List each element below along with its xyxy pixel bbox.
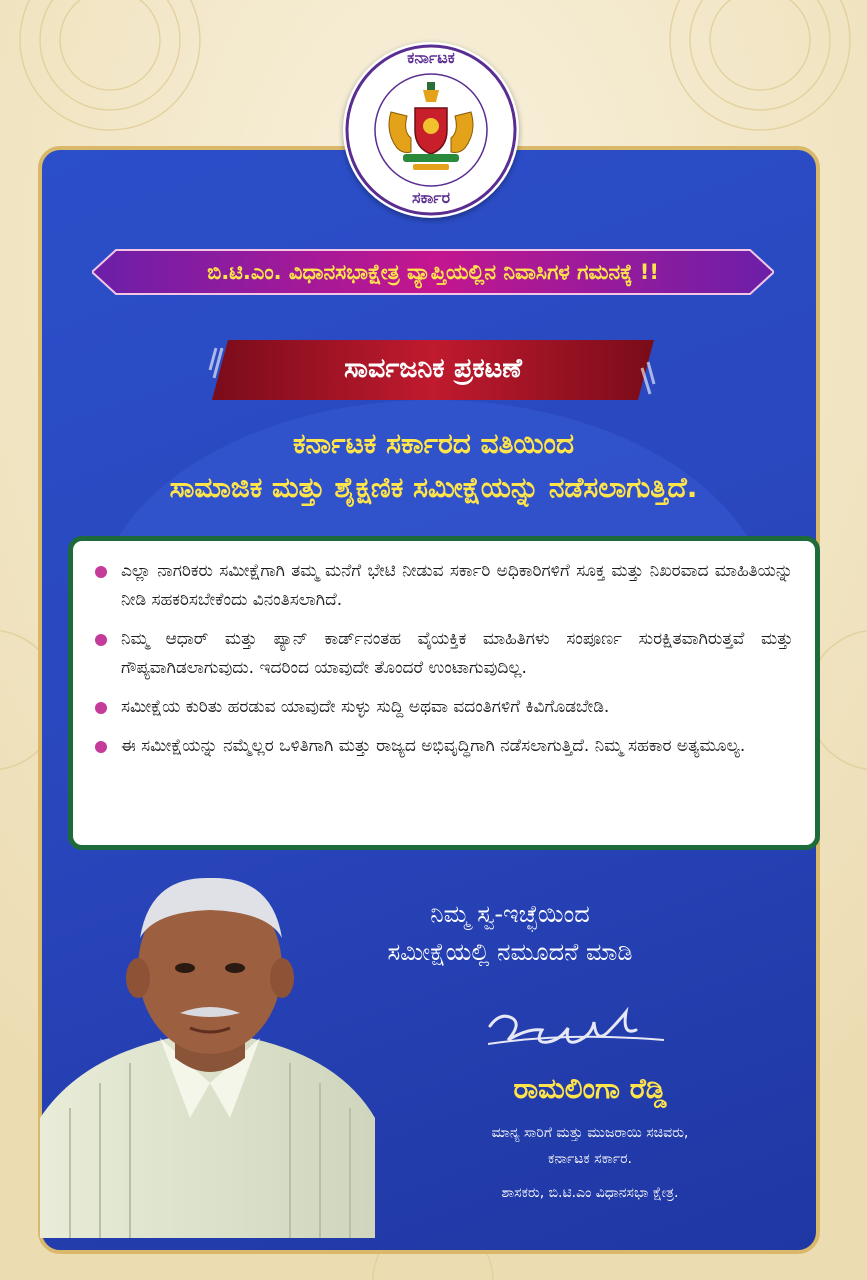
ribbon-text: ಸಾರ್ವಜನಿಕ ಪ್ರಕಟಣೆ <box>344 353 522 384</box>
appeal-text <box>330 895 690 971</box>
headline-line-1: ಕರ್ನಾಟಕ ಸರ್ಕಾರದ ವತಿಯಿಂದ <box>292 427 575 460</box>
signatory-name: ರಾಮಲಿಂಗಾ ರೆಡ್ಡಿ <box>513 1072 667 1105</box>
point-text: ನಿಮ್ಮ ಆಧಾರ್ ಮತ್ತು ಪ್ಯಾನ್ ಕಾರ್ಡ್‌ನಂತಹ ವೈಯಕ್ತಿಕ ಮಾಹಿತಿಗಳು ಸಂಪೂರ್ಣ ಸುರಕ್ಷಿತವಾಗಿರುತ್ತವೆ ಮತ್ತು ಗೌಪ್ಯವಾಗಿಡಲಾಗುವುದು. ಇದರಿಂದ ಯಾವುದೇ ತೊಂದರೆ ಉಂಟಾಗುವುದಿಲ್ಲ. <box>121 629 793 678</box>
signature-image <box>484 1004 674 1064</box>
list-item <box>91 732 793 761</box>
headline-line-2: ಸಾಮಾಜಿಕ ಮತ್ತು ಶೈಕ್ಷಣಿಕ ಸಮೀಕ್ಷೆಯನ್ನು ನಡೆಸಲಾಗುತ್ತಿದೆ. <box>169 471 698 504</box>
bullet-icon <box>95 702 107 714</box>
appeal-line-2: ಸಮೀಕ್ಷೆಯಲ್ಲಿ ನಮೂದನೆ ಮಾಡಿ <box>387 938 633 966</box>
designation-line-3: ಶಾಸಕರು, ಬಿ.ಟಿ.ಎಂ ವಿಧಾನಸಭಾ ಕ್ಷೇತ್ರ. <box>501 1185 679 1201</box>
seal-top-text: ಕರ್ನಾಟಕ <box>407 48 455 67</box>
bullet-icon <box>95 634 107 646</box>
portrait-image <box>40 868 380 1238</box>
point-text: ಸಮೀಕ್ಷೆಯ ಕುರಿತು ಹರಡುವ ಯಾವುದೇ ಸುಳ್ಳು ಸುದ್ದಿ ಅಥವಾ ವದಂತಿಗಳಿಗೆ ಕಿವಿಗೊಡಬೇಡಿ. <box>121 697 610 717</box>
seal-bottom-text: ಸರ್ಕಾರ <box>411 188 451 207</box>
list-item <box>91 693 793 722</box>
list-item <box>91 625 793 683</box>
list-item <box>91 557 793 615</box>
notice-banner <box>92 248 774 296</box>
appeal-line-1: ನಿಮ್ಮ ಸ್ವ-ಇಚ್ಛೆಯಿಂದ <box>430 900 590 928</box>
bullet-icon <box>95 741 107 753</box>
banner-text: ಬಿ.ಟಿ.ಎಂ. ವಿಧಾನಸಭಾಕ್ಷೇತ್ರ ವ್ಯಾಪ್ತಿಯಲ್ಲಿನ ನಿವಾಸಿಗಳ ಗಮನಕ್ಕೆ !! <box>207 260 659 284</box>
bullet-icon <box>95 566 107 578</box>
points-list <box>91 557 793 761</box>
point-text: ಈ ಸಮೀಕ್ಷೆಯನ್ನು ನಮ್ಮೆಲ್ಲರ ಒಳಿತಿಗಾಗಿ ಮತ್ತು ರಾಜ್ಯದ ಅಭಿವೃದ್ಧಿಗಾಗಿ ನಡೆಸಲಾಗುತ್ತಿದೆ. ನಿಮ್ಮ ಸಹಕಾರ ಅತ್ಯಮೂಲ್ಯ. <box>121 736 746 756</box>
signatory-designation <box>430 1120 750 1206</box>
karnataka-seal <box>343 42 519 218</box>
public-notice-ribbon <box>208 338 658 402</box>
designation-line-2: ಕರ್ನಾಟಕ ಸರ್ಕಾರ. <box>548 1151 632 1167</box>
designation-line-1: ಮಾನ್ಯ ಸಾರಿಗೆ ಮತ್ತು ಮುಜರಾಯಿ ಸಚಿವರು, <box>491 1125 689 1141</box>
point-text: ಎಲ್ಲಾ ನಾಗರಿಕರು ಸಮೀಕ್ಷೆಗಾಗಿ ತಮ್ಮ ಮನೆಗೆ ಭೇಟಿ ನೀಡುವ ಸರ್ಕಾರಿ ಅಧಿಕಾರಿಗಳಿಗೆ ಸೂಕ್ತ ಮತ್ತು ನಿಖರವಾದ ಮಾಹಿತಿಯನ್ನು ನೀಡಿ ಸಹಕರಿಸಬೇಕೆಂದು ವಿನಂತಿಸಲಾಗಿದೆ. <box>121 561 793 610</box>
headline <box>40 422 827 510</box>
info-box <box>68 536 820 850</box>
